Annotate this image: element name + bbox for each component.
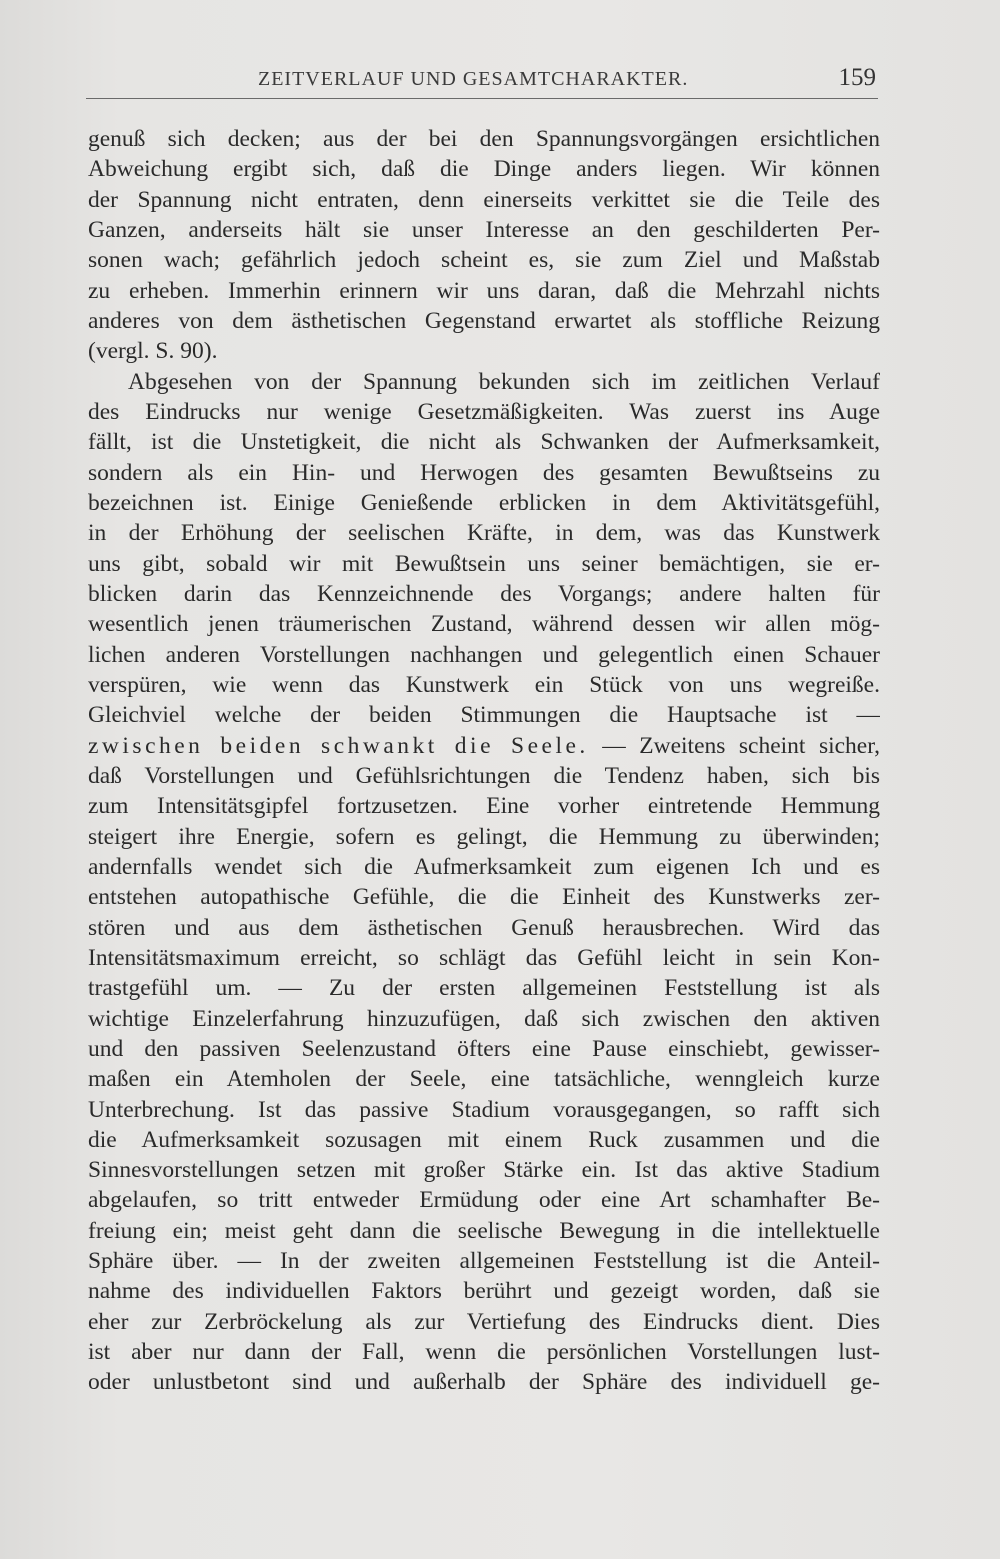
- text-line: Gleichviel welche der beiden Stimmungen die Hauptsache ist —: [88, 702, 880, 729]
- header-rule: [86, 98, 878, 99]
- text-line: abgelaufen, so tritt entweder Ermüdung oder eine Art schamhafter Be-: [88, 1187, 880, 1214]
- text-line: die Aufmerksamkeit sozusagen mit einem Ruck zusammen und die: [88, 1126, 880, 1153]
- emphasized-text-line: [88, 731, 880, 761]
- text-line: nahme des individuellen Faktors berührt und gezeigt worden, daß sie: [88, 1278, 880, 1305]
- text-segment: — Zweitens scheint sicher,: [588, 732, 880, 759]
- running-head: ZEITVERLAUF UND GESAMTCHARAKTER.: [258, 68, 689, 90]
- text-line: zum Intensitätsgipfel fortzusetzen. Eine vorher eintretende Hemmung: [88, 793, 880, 820]
- text-line: eher zur Zerbröckelung als zur Vertiefung des Eindrucks dient. Dies: [88, 1308, 880, 1335]
- emphasized-text: zwischen beiden schwankt die Seele.: [88, 732, 589, 759]
- text-line: steigert ihre Energie, sofern es gelingt, die Hemmung zu überwinden;: [88, 823, 880, 850]
- text-line: entstehen autopathische Gefühle, die die Einheit des Kunstwerks zer-: [88, 884, 880, 911]
- text-line: der Spannung nicht entraten, denn einerseits verkittet sie die Teile des: [88, 186, 880, 213]
- text-line: freiung ein; meist geht dann die seelische Bewegung in die intellektuelle: [88, 1217, 880, 1244]
- text-line: in der Erhöhung der seelischen Kräfte, in dem, was das Kunstwerk: [88, 520, 880, 547]
- text-line: Intensitätsmaximum erreicht, so schlägt das Gefühl leicht in sein Kon-: [88, 944, 880, 971]
- text-line: blicken darin das Kennzeichnende des Vorgangs; andere halten für: [88, 580, 880, 607]
- text-line: wesentlich jenen träumerischen Zustand, während dessen wir allen mög-: [88, 611, 880, 638]
- text-line: Abweichung ergibt sich, daß die Dinge anders liegen. Wir können: [88, 156, 880, 183]
- text-line: sonen wach; gefährlich jedoch scheint es, sie zum Ziel und Maßstab: [88, 247, 880, 274]
- body-text: [88, 124, 880, 1398]
- text-line: maßen ein Atemholen der Seele, eine tatsächliche, wenngleich kurze: [88, 1066, 880, 1093]
- text-line: anderes von dem ästhetischen Gegenstand erwartet als stoffliche Reizung: [88, 307, 880, 334]
- text-line: zu erheben. Immerhin erinnern wir uns daran, daß die Mehrzahl nichts: [88, 277, 880, 304]
- text-line: fällt, ist die Unstetigkeit, die nicht als Schwanken der Aufmerksamkeit,: [88, 429, 880, 456]
- page-number: 159: [838, 64, 876, 91]
- text-line: (vergl. S. 90).: [88, 338, 218, 365]
- text-line: bezeichnen ist. Einige Genießende erblicken in dem Aktivitätsgefühl,: [88, 489, 880, 516]
- text-line: Ganzen, anderseits hält sie unser Interesse an den geschilderten Per-: [88, 216, 880, 243]
- text-line: trastgefühl um. — Zu der ersten allgemeinen Feststellung ist als: [88, 975, 880, 1002]
- text-line: genuß sich decken; aus der bei den Spannungsvorgängen ersichtlichen: [88, 126, 880, 152]
- text-line: Sinnesvorstellungen setzen mit großer Stärke ein. Ist das aktive Stadium: [88, 1157, 880, 1184]
- text-line: lichen anderen Vorstellungen nachhangen und gelegentlich einen Schauer: [88, 641, 880, 668]
- text-line: des Eindrucks nur wenige Gesetzmäßigkeiten. Was zuerst ins Auge: [88, 398, 880, 425]
- text-line: wichtige Einzelerfahrung hinzuzufügen, daß sich zwischen den aktiven: [88, 1005, 880, 1032]
- text-line: daß Vorstellungen und Gefühlsrichtungen die Tendenz haben, sich bis: [88, 762, 880, 789]
- text-line: und den passiven Seelenzustand öfters eine Pause einschiebt, gewisser-: [88, 1035, 880, 1062]
- text-line: ist aber nur dann der Fall, wenn die persönlichen Vorstellungen lust-: [88, 1339, 880, 1366]
- text-line: oder unlustbetont sind und außerhalb der Sphäre des individuell ge-: [88, 1369, 880, 1396]
- text-line: Unterbrechung. Ist das passive Stadium vorausgegangen, so rafft sich: [88, 1096, 880, 1123]
- text-line: sondern als ein Hin- und Herwogen des gesamten Bewußtseins zu: [88, 459, 880, 486]
- paragraph-start-line: Abgesehen von der Spannung bekunden sich im zeitlichen Verlauf: [128, 368, 880, 395]
- page-header: [86, 62, 878, 96]
- text-line: stören und aus dem ästhetischen Genuß herausbrechen. Wird das: [88, 914, 880, 941]
- text-line: andernfalls wendet sich die Aufmerksamkeit zum eigenen Ich und es: [88, 853, 880, 880]
- text-line: uns gibt, sobald wir mit Bewußtsein uns seiner bemächtigen, sie er-: [88, 550, 880, 577]
- text-line: Sphäre über. — In der zweiten allgemeinen Feststellung ist die Anteil-: [88, 1248, 880, 1275]
- text-line: verspüren, wie wenn das Kunstwerk ein Stück von uns wegreiße.: [88, 671, 880, 698]
